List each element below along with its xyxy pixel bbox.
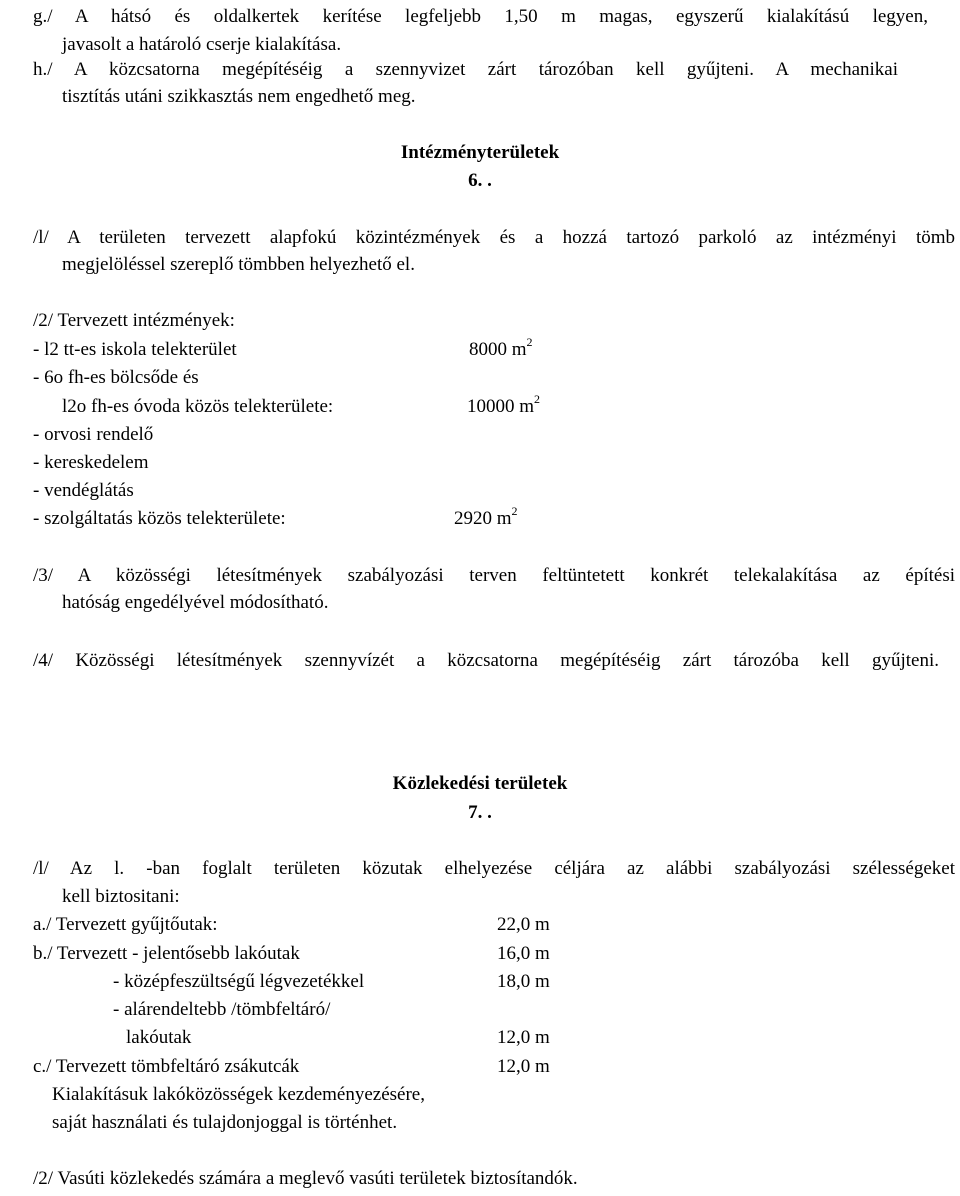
list-item: - orvosi rendelő	[33, 424, 154, 445]
list-item-value: 2920 $m^2$	[454, 503, 518, 529]
list-item: - vendéglátás	[33, 480, 134, 501]
paragraph-6-3-line2: hatóság engedélyével módosítható.	[62, 592, 329, 613]
paragraph-6-4: /4/ Közösségi létesítmények szennyvízét a közcsatorna megépítéséig zárt tározóba kell gyűjteni.	[33, 650, 939, 671]
width-row-label: b./ Tervezett - jelentősebb lakóutak	[33, 943, 300, 964]
list-item: - l2 tt-es iskola telekterület	[33, 339, 237, 360]
paragraph-6-1-line2: megjelöléssel szereplő tömbben helyezhető el.	[62, 254, 415, 275]
section-number-6: 6. .	[468, 170, 492, 191]
paragraph-7-2: /2/ Vasúti közlekedés számára a meglevő vasúti területek biztosítandók.	[33, 1168, 578, 1189]
width-row-value: 16,0 m	[497, 943, 550, 964]
list-item-value: 8000 $m^2$	[469, 334, 533, 360]
width-row-label: c./ Tervezett tömbfeltáró zsákutcák	[33, 1056, 300, 1077]
list-item: - kereskedelem	[33, 452, 149, 473]
paragraph-h-line2: tisztítás utáni szikkasztás nem engedhető meg.	[62, 86, 416, 107]
paragraph-6-3-line1: /3/ A közösségi létesítmények szabályozási terven feltüntetett konkrét telekalakítása az építési	[33, 565, 955, 586]
note-line2: saját használati és tulajdonjoggal is történhet.	[52, 1112, 398, 1133]
section-number-7: 7. .	[468, 802, 492, 823]
paragraph-g-line1: g./ A hátsó és oldalkertek kerítése legfeljebb 1,50 m magas, egyszerű kialakítású legyen,	[33, 6, 928, 27]
paragraph-6-1-line1: /l/ A területen tervezett alapfokú közintézmények és a hozzá tartozó parkoló az intézményi tömb	[33, 227, 955, 248]
list-item: - 6o fh-es bölcsőde és	[33, 367, 199, 388]
section-heading-kozlekedesi-teruletek: Közlekedési területek	[392, 773, 568, 794]
note-line1: Kialakításuk lakóközösségek kezdeményezésére,	[52, 1084, 425, 1105]
list-item: - szolgáltatás közös telekterülete:	[33, 508, 286, 529]
width-row-value: 18,0 m	[497, 971, 550, 992]
paragraph-7-1-line2: kell biztositani:	[62, 886, 180, 907]
list-item-value: 10000 $m^2$	[467, 391, 541, 417]
paragraph-6-2-title: /2/ Tervezett intézmények:	[33, 310, 235, 331]
width-row-value: 12,0 m	[497, 1027, 550, 1048]
paragraph-g-line2: javasolt a határoló cserje kialakítása.	[62, 34, 342, 55]
width-row-label: a./ Tervezett gyűjtőutak:	[33, 914, 218, 935]
width-row-value: 12,0 m	[497, 1056, 550, 1077]
paragraph-h-line1: h./ A közcsatorna megépítéséig a szennyvizet zárt tározóban kell gyűjteni. A mechanikai	[33, 59, 898, 80]
section-heading-intezmenyteruletek: Intézményterületek	[400, 142, 560, 163]
width-row-label: - alárendeltebb /tömbfeltáró/	[113, 999, 331, 1020]
paragraph-7-1-line1: /l/ Az l. -ban foglalt területen közutak elhelyezése céljára az alábbi szabályozási szélességeket	[33, 858, 955, 879]
width-row-label: - középfeszültségű légvezetékkel	[113, 971, 365, 992]
width-row-label: lakóutak	[126, 1027, 192, 1048]
list-item: l2o fh-es óvoda közös telekterülete:	[62, 396, 334, 417]
width-row-value: 22,0 m	[497, 914, 550, 935]
